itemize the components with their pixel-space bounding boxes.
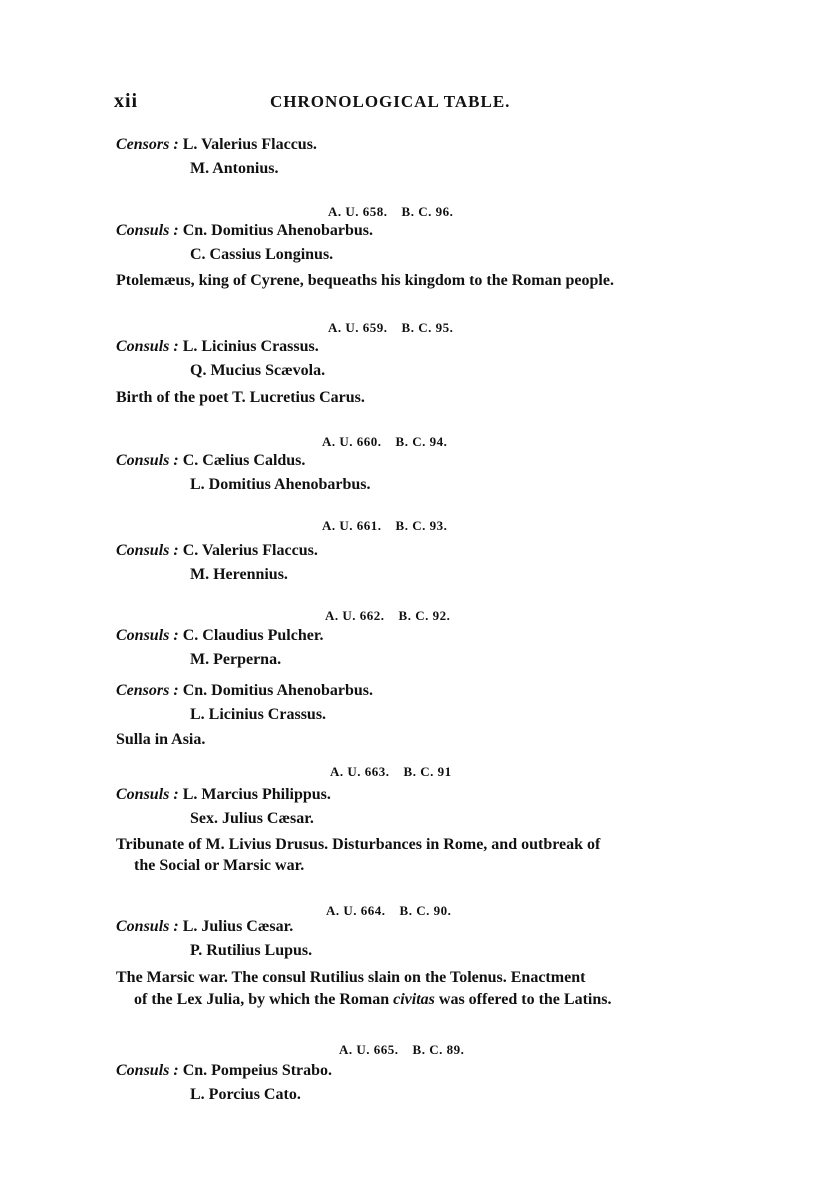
magistrate-name: P. Rutilius Lupus. [190,942,313,959]
magistrate-name: M. Perperna. [190,651,282,668]
magistrate-name: Sex. Julius Cæsar. [190,810,314,827]
year-au: A. U. 665. [339,1042,399,1057]
year-heading [339,1042,464,1058]
latin-term: civitas [393,991,435,1008]
event-text: Tribunate of M. Livius Drusus. Disturbances in Rome, and outbreak of [116,836,601,853]
consuls-entry [116,222,373,240]
year-au: A. U. 658. [328,204,388,219]
magistrate-name: L. Porcius Cato. [190,1086,301,1103]
event-text: Birth of the poet T. Lucretius Carus. [116,389,365,406]
page-number: xii [114,90,139,112]
year-bc: B. C. 95. [401,320,454,335]
magistrate-name: M. Antonius. [190,160,279,177]
magistrate-name: Cn. Domitius Ahenobarbus. [182,222,373,239]
magistrate-name: C. Cassius Longinus. [190,246,334,263]
office-label: Consuls : [116,918,179,935]
censors-entry [116,136,317,154]
consuls-entry [116,786,331,804]
page-header [114,90,704,114]
office-label: Consuls : [116,627,179,644]
office-label: Censors : [116,136,179,153]
year-heading [322,518,447,534]
magistrate-name: M. Herennius. [190,566,288,583]
year-au: A. U. 662. [325,608,385,623]
office-label: Consuls : [116,542,179,559]
event-text: the Social or Marsic war. [134,857,305,874]
magistrate-name: L. Valerius Flaccus. [182,136,317,153]
magistrate-name: C. Valerius Flaccus. [182,542,318,559]
magistrate-name: Q. Mucius Scævola. [190,362,326,379]
office-label: Consuls : [116,452,179,469]
magistrate-name: L. Licinius Crassus. [190,706,327,723]
censors-entry [116,682,373,700]
office-label: Consuls : [116,222,179,239]
year-heading [326,903,451,919]
year-bc: B. C. 90. [399,903,452,918]
event-text-part: of the Lex Julia, by which the Roman [134,991,390,1008]
year-au: A. U. 661. [322,518,382,533]
event-text: Sulla in Asia. [116,731,206,748]
event-text [134,991,611,1009]
year-heading [325,608,450,624]
office-label: Censors : [116,682,179,699]
event-text-part: was offered to the Latins. [438,991,612,1008]
event-text: Ptolemæus, king of Cyrene, bequeaths his kingdom to the Roman people. [116,272,614,289]
year-heading [330,764,452,780]
office-label: Consuls : [116,1062,179,1079]
consuls-entry [116,918,293,936]
magistrate-name: C. Cælius Caldus. [182,452,306,469]
event-text: The Marsic war. The consul Rutilius slain on the Tolenus. Enactment [116,969,586,986]
year-au: A. U. 660. [322,434,382,449]
year-bc: B. C. 93. [395,518,448,533]
magistrate-name: C. Claudius Pulcher. [182,627,324,644]
office-label: Consuls : [116,338,179,355]
consuls-entry [116,452,305,470]
year-bc: B. C. 92. [398,608,451,623]
consuls-entry [116,1062,332,1080]
year-au: A. U. 663. [330,764,390,779]
year-heading [322,434,447,450]
magistrate-name: Cn. Domitius Ahenobarbus. [182,682,373,699]
magistrate-name: L. Domitius Ahenobarbus. [190,476,371,493]
consuls-entry [116,338,319,356]
year-bc: B. C. 91 [403,764,452,779]
office-label: Consuls : [116,786,179,803]
consuls-entry [116,542,318,560]
consuls-entry [116,627,323,645]
year-heading [328,320,453,336]
magistrate-name: L. Marcius Philippus. [182,786,331,803]
year-au: A. U. 664. [326,903,386,918]
year-heading [328,204,453,220]
running-title: CHRONOLOGICAL TABLE. [270,92,511,111]
magistrate-name: Cn. Pompeius Strabo. [182,1062,333,1079]
magistrate-name: L. Licinius Crassus. [182,338,319,355]
year-bc: B. C. 94. [395,434,448,449]
year-au: A. U. 659. [328,320,388,335]
magistrate-name: L. Julius Cæsar. [182,918,294,935]
year-bc: B. C. 96. [401,204,454,219]
year-bc: B. C. 89. [412,1042,465,1057]
